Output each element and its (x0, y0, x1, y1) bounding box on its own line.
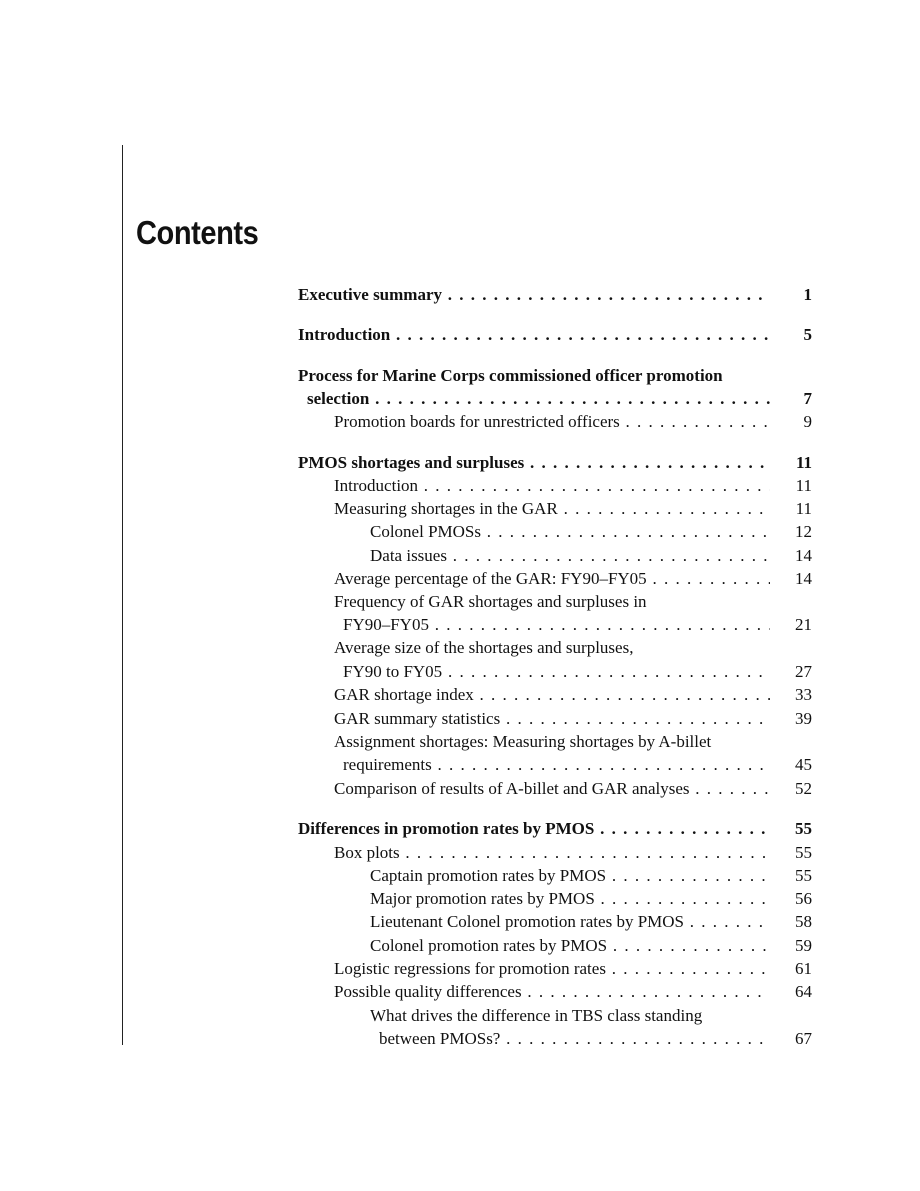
toc-entry-page: 39 (795, 709, 812, 728)
toc-entry-page: 67 (795, 1029, 812, 1048)
toc-entry-label: Differences in promotion rates by PMOS . . . (298, 818, 770, 840)
toc-entry-frequency-line2[interactable] (298, 614, 814, 636)
toc-entry-data-issues[interactable] (298, 545, 814, 567)
toc-entry-pmos-shortages[interactable] (298, 452, 814, 474)
toc-entry-label: Promotion boards for unrestricted officers . . . (334, 411, 770, 433)
toc-entry-tbs-line1[interactable] (298, 1005, 814, 1027)
margin-rule (122, 145, 123, 1045)
toc-entry-logistic-regressions[interactable] (298, 958, 814, 980)
toc-entry-page: 64 (795, 982, 812, 1001)
toc-entry-page: 56 (795, 889, 812, 908)
toc-entry-colonel-rates[interactable] (298, 935, 814, 957)
toc-entry-captain-rates[interactable] (298, 865, 814, 887)
toc-entry-gar-summary[interactable] (298, 708, 814, 730)
toc-entry-label: requirements . . . (343, 754, 770, 776)
toc-entry-major-rates[interactable] (298, 888, 814, 910)
toc-entry-gar-shortage-index[interactable] (298, 684, 814, 706)
toc-entry-label: Assignment shortages: Measuring shortages by A-billet (334, 732, 712, 751)
toc-entry-box-plots[interactable] (298, 842, 814, 864)
toc-entry-page: 11 (795, 453, 812, 472)
toc-entry-label: Colonel PMOSs . . . (370, 521, 770, 543)
toc-entry-label: Lieutenant Colonel promotion rates by PMOS . . . (370, 911, 770, 933)
toc-entry-label: Frequency of GAR shortages and surpluses in (334, 592, 647, 611)
toc-entry-label: Average percentage of the GAR: FY90–FY05 . . . (334, 568, 770, 590)
toc-entry-label: between PMOSs? . . . (379, 1028, 770, 1050)
toc-entry-process-line1[interactable] (298, 365, 814, 387)
toc-entry-label: Data issues . . . (370, 545, 770, 567)
toc-entry-label: Box plots . . . (334, 842, 770, 864)
toc-entry-label: GAR summary statistics . . . (334, 708, 770, 730)
toc-entry-page: 14 (795, 546, 812, 565)
toc-entry-differences[interactable] (298, 818, 814, 840)
toc-entry-quality-differences[interactable] (298, 981, 814, 1003)
toc-entry-process-line2[interactable] (298, 388, 814, 410)
toc-entry-label: Colonel promotion rates by PMOS . . . (370, 935, 770, 957)
toc-entry-introduction[interactable] (298, 324, 814, 346)
toc-entry-promotion-boards[interactable] (298, 411, 814, 433)
toc-entry-label: PMOS shortages and surpluses . . . (298, 452, 770, 474)
toc-entry-page: 55 (795, 819, 812, 838)
toc-entry-frequency-line1[interactable] (298, 591, 814, 613)
toc-entry-page: 58 (795, 912, 812, 931)
toc-entry-label: Introduction . . . (334, 475, 770, 497)
toc-entry-average-percentage[interactable] (298, 568, 814, 590)
toc-entry-page: 1 (803, 285, 812, 304)
toc-entry-page: 45 (795, 755, 812, 774)
toc-entry-label: Executive summary . . . (298, 284, 770, 306)
toc-entry-label: Captain promotion rates by PMOS . . . (370, 865, 770, 887)
toc-entry-average-size-line1[interactable] (298, 637, 814, 659)
toc-entry-label: Major promotion rates by PMOS . . . (370, 888, 770, 910)
toc-entry-label: Introduction . . . (298, 324, 770, 346)
toc-entry-label: FY90 to FY05 . . . (343, 661, 770, 683)
toc-entry-page: 61 (795, 959, 812, 978)
toc-entry-assignment-line1[interactable] (298, 731, 814, 753)
toc-entry-label: Possible quality differences . . . (334, 981, 770, 1003)
toc-entry-label: selection . . . (307, 388, 770, 410)
toc-entry-tbs-line2[interactable] (298, 1028, 814, 1050)
toc-entry-measuring-shortages[interactable] (298, 498, 814, 520)
toc-entry-label: FY90–FY05 . . . (343, 614, 770, 636)
toc-entry-page: 59 (795, 936, 812, 955)
toc-entry-executive-summary[interactable] (298, 284, 814, 306)
page-title: Contents (136, 214, 259, 251)
toc-entry-page: 21 (795, 615, 812, 634)
toc-entry-page: 7 (803, 389, 812, 408)
toc-entry-label: Logistic regressions for promotion rates . . . (334, 958, 770, 980)
toc-entry-page: 52 (795, 779, 812, 798)
toc-entry-colonel-pmoss[interactable] (298, 521, 814, 543)
toc-entry-page: 5 (803, 325, 812, 344)
toc-entry-page: 14 (795, 569, 812, 588)
toc-entry-page: 11 (795, 476, 812, 495)
toc-entry-page: 27 (795, 662, 812, 681)
toc-entry-page: 9 (803, 412, 812, 431)
toc-entry-label: What drives the difference in TBS class standing (370, 1006, 703, 1025)
toc-entry-label: Comparison of results of A-billet and GAR analyses . . . (334, 778, 770, 800)
toc-entry-label: Average size of the shortages and surpluses, (334, 638, 634, 657)
toc-entry-page: 55 (795, 866, 812, 885)
toc-entry-comparison[interactable] (298, 778, 814, 800)
toc-entry-label: GAR shortage index . . . (334, 684, 770, 706)
toc-entry-page: 11 (795, 499, 812, 518)
toc-entry-lt-colonel-rates[interactable] (298, 911, 814, 933)
toc-entry-page: 55 (795, 843, 812, 862)
toc-entry-introduction-2[interactable] (298, 475, 814, 497)
toc-entry-average-size-line2[interactable] (298, 661, 814, 683)
toc-entry-page: 33 (795, 685, 812, 704)
toc-entry-label: Measuring shortages in the GAR . . . (334, 498, 770, 520)
toc-entry-page: 12 (795, 522, 812, 541)
toc-entry-label: Process for Marine Corps commissioned officer promotion (298, 366, 723, 385)
toc-entry-assignment-line2[interactable] (298, 754, 814, 776)
